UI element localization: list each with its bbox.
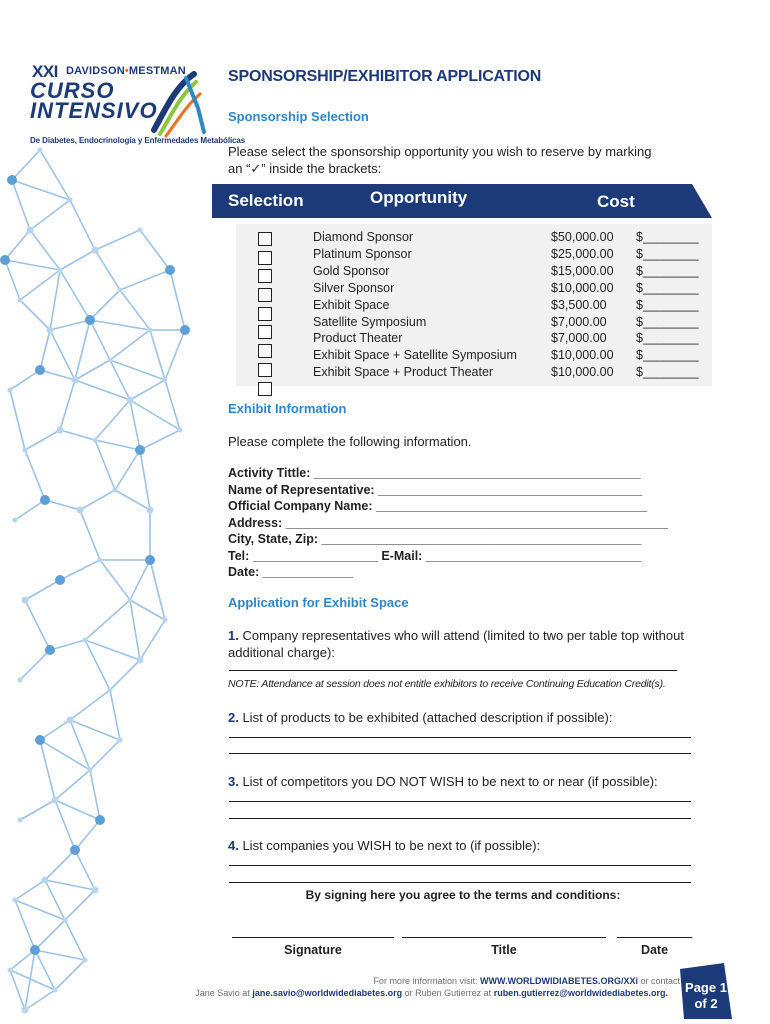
network-node [108, 688, 113, 693]
amount-blank[interactable]: $________ [636, 331, 699, 346]
exhibit-info-instructions: Please complete the following information. [228, 434, 472, 449]
network-link [50, 270, 60, 330]
network-link [130, 380, 165, 400]
sponsorship-checkbox[interactable] [258, 307, 272, 321]
network-node [57, 427, 64, 434]
network-node [0, 255, 10, 265]
network-node [63, 918, 68, 923]
network-link [25, 580, 60, 600]
terms-agreement: By signing here you agree to the terms and conditions: [305, 888, 621, 902]
q2-answer-line-1[interactable] [229, 737, 691, 738]
opportunity-name: Product Theater [313, 331, 403, 346]
network-link [90, 320, 110, 360]
checkbox-column [258, 232, 272, 400]
opportunity-name: Gold Sponsor [313, 263, 390, 278]
sponsorship-checkbox[interactable] [258, 232, 272, 246]
curso-intensivo-logo [28, 60, 246, 155]
amount-blank[interactable]: $________ [636, 365, 699, 380]
network-link [70, 200, 95, 250]
network-link [60, 430, 95, 440]
network-node [55, 575, 65, 585]
network-link [45, 500, 80, 510]
network-node [128, 598, 133, 603]
network-link [130, 400, 140, 450]
network-node [163, 618, 168, 623]
network-link [20, 800, 55, 820]
network-link [115, 450, 140, 490]
title-label: Title [491, 943, 517, 957]
sponsorship-instructions: Please select the sponsorship opportunity you wish to reserve by marking an “✓” inside the brackets: [228, 144, 652, 176]
network-link [40, 330, 50, 370]
network-link [150, 560, 165, 620]
sponsorship-checkbox[interactable] [258, 269, 272, 283]
network-link [85, 600, 130, 640]
opportunity-cost: $10,000.00 [551, 348, 614, 363]
logo-swoosh-icon [146, 68, 206, 138]
network-node [22, 1007, 29, 1014]
opportunity-cost: $15,000.00 [551, 263, 614, 278]
network-node [13, 518, 18, 523]
signature-label: Signature [284, 943, 342, 957]
amount-blank[interactable]: $________ [636, 280, 699, 295]
q1-answer-line[interactable] [229, 670, 677, 671]
network-link [110, 330, 150, 360]
network-link [65, 920, 85, 960]
network-link [25, 600, 50, 650]
network-link [20, 270, 60, 300]
sponsorship-checkbox[interactable] [258, 251, 272, 265]
logo-names: DAVIDSON•MESTMAN [66, 65, 186, 77]
form-field[interactable]: City, State, Zip: ______________________________________________ [228, 532, 642, 546]
footer-email-jane[interactable]: jane.savio@worldwidediabetes.org [252, 988, 403, 998]
footer-website-link[interactable]: WWW.WORLDWIDIABETES.ORG/XXi [479, 976, 638, 986]
network-node [138, 228, 143, 233]
network-node [70, 845, 80, 855]
footer-line-2: Jane Savio at jane.savio@worldwidediabetes.org or Ruben Gutierrez at ruben.gutierrez@worldwidediabetes.org. [195, 988, 668, 998]
opportunity-cost: $10,000.00 [551, 365, 614, 380]
network-node [67, 717, 74, 724]
network-node [145, 555, 155, 565]
form-field[interactable]: Address: _______________________________________________________ [228, 515, 669, 530]
network-node [52, 797, 59, 804]
network-link [130, 560, 150, 600]
network-link [45, 880, 95, 890]
network-link [65, 890, 95, 920]
network-link [90, 770, 100, 820]
amount-blank[interactable]: $________ [636, 230, 699, 244]
form-field[interactable]: Activity Tittle: _______________________________________________ [228, 466, 641, 480]
network-node [108, 358, 113, 363]
network-node [83, 958, 88, 963]
logo-line2: INTENSIVO [30, 98, 158, 123]
network-link [60, 560, 100, 580]
network-node [147, 507, 154, 514]
network-link [115, 490, 150, 510]
exhibit-info-form [228, 465, 668, 581]
network-node [53, 988, 58, 993]
network-link [20, 650, 50, 680]
network-node [95, 815, 105, 825]
sponsorship-checkbox[interactable] [258, 344, 272, 358]
network-link [55, 960, 85, 990]
col-cost: Cost [597, 192, 635, 211]
network-link [140, 620, 165, 660]
network-link [50, 640, 85, 650]
network-link [95, 440, 140, 450]
amount-blank[interactable]: $________ [636, 314, 699, 329]
opportunity-name: Exhibit Space [313, 297, 390, 312]
attendance-note: NOTE: Attendance at session does not entitle exhibitors to receive Continuing Education Credit(s). [228, 678, 666, 690]
network-link [20, 300, 50, 330]
amount-blank[interactable]: $________ [636, 263, 699, 278]
network-link [80, 510, 100, 560]
sponsorship-table-header [212, 184, 712, 218]
network-node [83, 638, 88, 643]
network-link [90, 320, 150, 330]
network-link [95, 230, 140, 250]
footer-email-ruben[interactable]: ruben.gutierrez@worldwidediabetes.org. [493, 988, 668, 998]
network-link [165, 330, 185, 380]
network-node [148, 328, 153, 333]
sponsorship-checkbox[interactable] [258, 363, 272, 377]
network-link [120, 290, 150, 330]
network-link [170, 270, 185, 330]
network-node [85, 315, 95, 325]
network-link [30, 200, 70, 230]
network-node [45, 645, 55, 655]
network-node [13, 898, 18, 903]
opportunity-name: Exhibit Space + Product Theater [313, 365, 494, 380]
sponsorship-checkbox[interactable] [258, 325, 272, 339]
network-link [60, 380, 75, 430]
question-1: 1. Company representatives who will attend (limited to two per table top without additional charge): [228, 628, 684, 660]
network-node [92, 247, 99, 254]
sponsorship-checkbox[interactable] [258, 288, 272, 302]
network-node [178, 428, 183, 433]
network-link [75, 320, 90, 380]
network-node [92, 887, 99, 894]
opportunity-cost: $50,000.00 [551, 230, 614, 244]
network-link [10, 390, 25, 450]
opportunity-name: Platinum Sponsor [313, 246, 412, 261]
network-link [35, 950, 85, 960]
logo-edition: XXI [32, 62, 58, 81]
col-opportunity: Opportunity [370, 188, 468, 207]
network-link [95, 250, 120, 290]
network-node [18, 298, 23, 303]
network-node [127, 397, 134, 404]
form-field[interactable]: Tel: __________________ E-Mail: _______________________________ [228, 548, 642, 563]
footer-line-1: For more information visit: WWW.WORLDWIDIABETES.ORG/XXi or contact [373, 976, 680, 986]
network-node [72, 377, 79, 384]
exhibit-info-heading: Exhibit Information [228, 401, 347, 416]
network-link [140, 230, 170, 270]
network-link [45, 850, 75, 880]
opportunity-column [313, 229, 517, 381]
network-link [150, 330, 165, 380]
cost-column [551, 229, 614, 381]
network-link [50, 320, 90, 330]
network-node [8, 388, 13, 393]
network-link [25, 990, 55, 1010]
amount-blank[interactable]: $________ [636, 348, 699, 363]
network-link [40, 720, 70, 740]
network-link [80, 490, 115, 510]
application-heading: Application for Exhibit Space [228, 595, 409, 610]
network-node [180, 325, 190, 335]
amount-blank[interactable]: $________ [636, 246, 699, 261]
network-link [70, 690, 110, 720]
network-node [118, 288, 123, 293]
network-link [55, 770, 90, 800]
network-node [40, 495, 50, 505]
network-link [10, 370, 40, 390]
network-node [18, 818, 23, 823]
opportunity-cost: $25,000.00 [551, 246, 614, 261]
q4-answer-line-1[interactable] [229, 865, 691, 866]
question-3: 3. List of competitors you DO NOT WISH to be next to or near (if possible): [228, 774, 658, 789]
network-node [163, 378, 168, 383]
amount-blank[interactable]: $________ [636, 297, 699, 312]
network-link [50, 330, 75, 380]
network-link [140, 430, 180, 450]
network-link [90, 290, 120, 320]
q2-answer-line-2[interactable] [229, 753, 691, 754]
network-link [100, 560, 130, 600]
form-field[interactable]: Date: _____________ [228, 565, 354, 579]
network-link [5, 260, 20, 300]
opportunity-cost: $7,000.00 [551, 314, 607, 329]
network-node [93, 438, 98, 443]
opportunity-cost: $7,000.00 [551, 331, 607, 346]
network-link [40, 370, 75, 380]
network-link [25, 430, 60, 450]
page-title: SPONSORSHIP/EXHIBITOR APPLICATION [228, 68, 542, 85]
network-node [7, 175, 17, 185]
date-line[interactable] [617, 937, 692, 938]
title-line[interactable] [402, 937, 606, 938]
network-link [60, 250, 95, 270]
signature-line[interactable] [232, 937, 394, 938]
network-link [40, 150, 70, 200]
network-link [130, 600, 140, 660]
q3-answer-line-1[interactable] [229, 801, 691, 802]
network-node [77, 507, 84, 514]
network-node [23, 448, 28, 453]
network-node [35, 365, 45, 375]
network-link [130, 600, 165, 620]
network-link [110, 660, 140, 690]
network-link [25, 450, 45, 500]
question-4: 4. List companies you WISH to be next to (if possible): [228, 838, 541, 853]
date-label: Date [640, 943, 669, 957]
q3-answer-line-2[interactable] [229, 818, 691, 819]
amount-blank-column [636, 229, 699, 381]
network-node [18, 678, 23, 683]
form-field[interactable]: Name of Representative: ______________________________________ [228, 482, 643, 497]
network-link [95, 400, 130, 440]
network-node [8, 968, 13, 973]
network-link [5, 230, 30, 260]
network-link [95, 440, 115, 490]
network-node [68, 198, 73, 203]
form-field[interactable]: Official Company Name: _______________________________________ [228, 499, 648, 513]
logo-line1: CURSO [30, 78, 115, 103]
network-node [88, 768, 93, 773]
network-link [15, 880, 45, 900]
network-link [120, 270, 170, 290]
network-node [30, 945, 40, 955]
network-node [27, 227, 34, 234]
network-node [137, 657, 144, 664]
q4-answer-line-2[interactable] [229, 882, 691, 883]
opportunity-name: Exhibit Space + Satellite Symposium [313, 348, 517, 363]
network-link [75, 820, 100, 850]
sponsorship-heading: Sponsorship Selection [228, 109, 369, 124]
opportunity-cost: $3,500.00 [551, 297, 607, 312]
network-node [165, 265, 175, 275]
logo-subtitle: De Diabetes, Endocrinología y Enfermedades Metabólicas [30, 136, 246, 145]
network-link [12, 180, 30, 230]
network-node [113, 488, 118, 493]
network-link [90, 740, 120, 770]
network-link [35, 950, 55, 990]
network-link [40, 740, 55, 800]
opportunity-cost: $10,000.00 [551, 280, 614, 295]
opportunity-name: Diamond Sponsor [313, 230, 414, 244]
network-node [58, 268, 63, 273]
network-link [15, 500, 45, 520]
network-node [118, 738, 123, 743]
network-link [12, 180, 70, 200]
opportunity-name: Silver Sponsor [313, 280, 395, 295]
question-2: 2. List of products to be exhibited (attached description if possible): [228, 710, 613, 725]
network-node [42, 877, 49, 884]
network-node [135, 445, 145, 455]
network-link [35, 920, 65, 950]
opportunity-name: Satellite Symposium [313, 314, 427, 329]
network-link [30, 230, 60, 270]
network-node [98, 558, 103, 563]
network-link [75, 850, 95, 890]
network-link [110, 690, 120, 740]
page-number-badge: Page 1 of 2 [680, 963, 732, 1019]
network-node [47, 327, 54, 334]
network-node [35, 735, 45, 745]
network-link [40, 740, 90, 770]
sponsorship-checkbox[interactable] [258, 382, 272, 396]
network-link [5, 260, 60, 270]
col-selection: Selection [228, 191, 304, 210]
network-link [60, 270, 90, 320]
network-node [22, 597, 29, 604]
network-link [75, 360, 110, 380]
network-link [140, 450, 150, 510]
